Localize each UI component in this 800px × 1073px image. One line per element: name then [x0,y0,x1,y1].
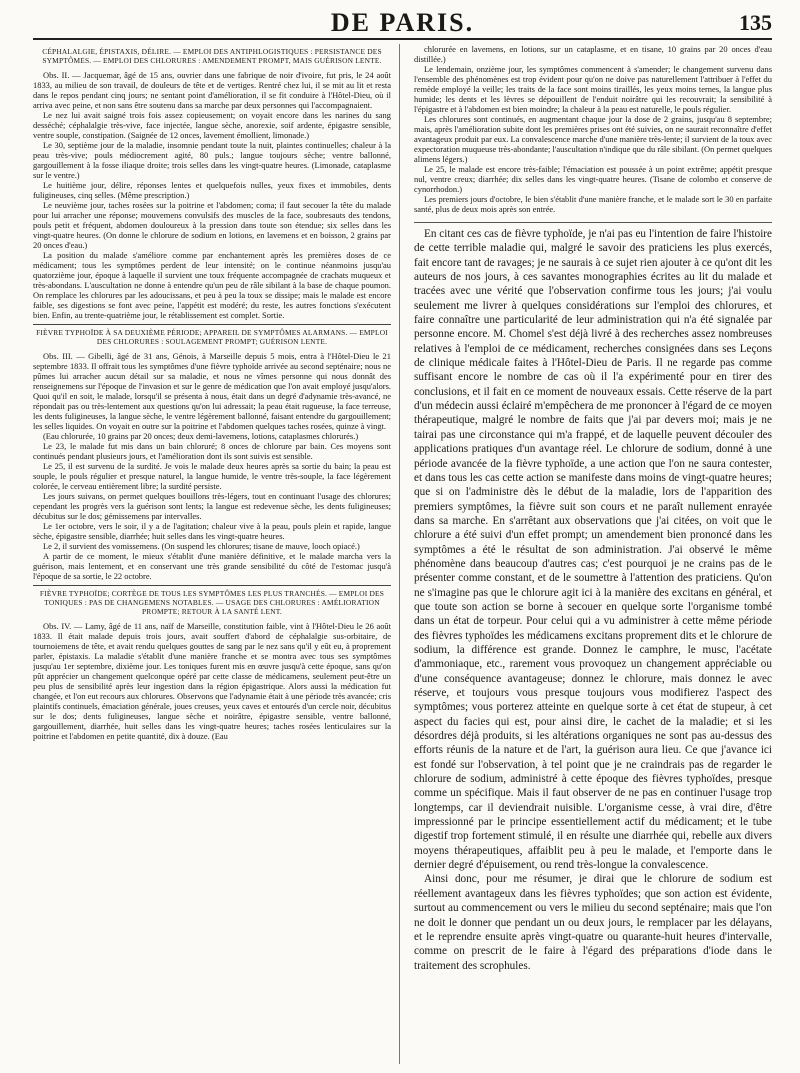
discussion-paragraph: En citant ces cas de fièvre typhoïde, je n'ai pas eu l'intention de faire l'histoire de cette terrible maladie qui, malgré le savoir des praticiens les plus exercés, fait encore tant de ravages; je ne saurais à ce sujet rien ajouter à ce qu'ont dit les auteurs de nos jours, à ces savantes monographies écrites au lit du malade et tracées avec une vérité que l'observation confirme tous les jours; j'ai voulu seulement me livrer à quelques considérations sur l'emploi des chlorures, et faire connaître une particularité de leur administration qui n'a été signalée par personne encore. M. Chomel s'est déjà livré à des recherches assez nombreuses relatives à l'emploi de ce médicament, recherches consignées dans ses Leçons de clinique médicale faites à l'Hôtel-Dieu de Paris. Il ne regarde pas comme suffisant encore le nombre de cas où il l'a expérimenté pour en tirer des conclusions, et il fait en ce moment de nouveaux essais. Cette réserve de la part d'un médecin aussi éclairé m'empêchera de me prononcer à l'égard de ce moyen thérapeutique, malgré le nombre de faits que j'ai par devers moi; mais je ne tairai pas une circonstance qui m'a frappé, et de laquelle peuvent découler des applications pratiques d'un avantage réel. Le chlorure de sodium, donné à une période avancée de la fièvre typhoïde, a une action que l'on ne saura contester, et dans tous les cas cette action se manifeste dans moins de vingt-quatre heures; que si on l'administre dès le début de la maladie, lors de l'apparition des premiers symptômes, la fièvre suit son cours et ne paraît nullement enrayée dans sa marche. En s'arrêtant aux observations que j'ai citées, on voit que le chlorure a été suivi d'un effet prompt; un amendement bien prononcé dans les symptômes a été le résultat de son administration. J'ai observé le même phénomène dans beaucoup d'autres cas; c'est pourquoi je ne crains pas de le présenter comme constant, et de le soumettre à l'attention des praticiens. Qu'on ne s'imagine pas que le chlorure agit ici à la manière des excitans en général, et que toute son action se borne à secouer en quelque sorte l'organisme tombé dans un état de torpeur. Pour celui qui a vu administrer à cette même période des fièvres typhoïdes les médicamens excitans proprement dits et le chlorure de sodium, la différence est grande. Donnez le camphre, le musc, l'acétate d'ammoniaque, etc., rarement vous provoquez un changement appréciable ou d'une conséquence avantageuse; donnez le chlorure, mais donnez le avec réserve, et toujours vous presque toujours vous modifierez l'aspect des symptômes; vous porterez atteinte en quelque sorte à cet état de stupeur, à cet aspect du facies qui est, pour ainsi dire, le cachet de la maladie; et si les désordres déjà produits, si les altérations organiques ne sont pas au-dessus des efforts réunis de la nature et de l'art, la guérison aura lieu. Ce que j'avance ici est fondé sur l'observation, à tel point que je ne craindrais pas de regarder le chlorure de sodium, administré à cette époque des fièvres typhoïdes, presque comme un spécifique. Mais il faut observer de ne pas en continuer l'usage trop longtemps, car il deviendrait nuisible. L'organisme cesse, à vrai dire, d'être impressionné par le principe essentiellement actif du médicament; et le tube digestif trop fortement stimulé, il en résulte une diarrhée qui, rebelle aux divers moyens thérapeutiques, affaiblit peu à peu le malade, et l'emporte dans le dernier degré d'épuisement, ou rend très-longue la convalescence. [414,228,772,872]
running-title: DE PARIS. [330,8,475,37]
page-number: 135 [739,10,772,35]
observation-paragraph: Le 2, il survient des vomissemens. (On suspend les chlorures; tisane de mauve, looch opiacé.) [43,541,360,551]
observation-paragraph: La position du malade s'améliore comme par enchantement après les premières doses de ce médicament; tous les symptômes perdent de leur intensité; on le continue néanmoins jusqu'au quatorzième jour, époque à laquelle il survient une toux fréquente accompagnée de crachats muqueux et très-abondans. L'auscultation ne donne à entendre qu'un peu de râle sibilant à la base de chaque poumon. On remplace les chlorures par les adoucissans, et peu à peu la toux se dissipe; mais le malade est encore faible, ses digestions se font avec peine, l'appétit est modéré; du reste, les autres fonctions s'exécutent bien. Enfin, au trente-quatrième jour, le rétablissement est complet. Sortie. [33,250,391,320]
observation-paragraph: Le lendemain, onzième jour, les symptômes commencent à s'amender; le changement survenu dans l'ensemble des phénomènes est trop évident pour qu'on ne doive pas naturellement l'attribuer à l'effet du remède employé la veille; les traits de la face sont moins tiraillés, les yeux moins ternes, la langue plus humide; les dents et les lèvres se dépouillent de l'enduit noirâtre qui les recouvrait; la sensibilité à l'épigastre et à l'abdomen est bien moindre; la chaleur à la peau est naturelle, le pouls régulier. [414,64,772,114]
observation-paragraph: A partir de ce moment, le mieux s'établit d'une manière définitive, et le malade marcha vers la guérison, mais lentement, et en conservant une très grande sensibilité du côté de l'estomac jusqu'à l'époque de sa sortie, le 22 octobre. [33,551,391,581]
right-column [414,44,772,1064]
discussion-paragraph: Ainsi donc, pour me résumer, je dirai que le chlorure de sodium est réellement avantageux dans les fièvres typhoïdes; que son action est évidente, surtout au commencement ou vers le milieu du second septénaire; mais que l'on ne doit le donner que pendant un ou deux jours, le remplacer par les délayans, et le reprendre ensuite après vingt-quatre ou quarante-huit heures d'intervalle, comme on prescrit de le faire à l'égard des préparations d'iode dans le traitement des scrophules. [414,873,772,972]
observation-paragraph: Obs. IV. — Lamy, âgé de 11 ans, naïf de Marseille, constitution faible, vint à l'Hôtel-Dieu le 26 août 1833. Il était malade depuis trois jours, avait souffert d'abord de céphalalgie sus-orbitaire, de tournoiemens de tête, et avait rendu quelques gouttes de sang par le nez sans qu'il y eût eu, à proprement parler, épistaxis. La maladie s'établit d'une manière franche et se montra avec tous ses symptômes jusqu'au 1er septembre, dixième jour. Les toniques furent mis en œuvre jusqu'à cette époque, sans qu'on pût apprécier un changement quelconque opéré par cette classe de médicamens, seulement peut-être un peu plus de sensibilité après leur ingestion dans la région épigastrique. Alors aussi la médication fut changée, et l'on eut recours aux chlorures. Observons que l'adynamie était à une période très avancée; cris plaintifs continuels, émaciation générale, joues creuses, yeux caves et entourés d'un cercle noir, décubitus sur le dos; dents fuligineuses, langue sèche et noirâtre, épigastre sensible, ventre ballonné, gargouillement, diarrhée, huit selles dans les vingt-quatre heures; taches rosées lenticulaires sur la poitrine et l'abdomen en petite quantité, dix à douze. (Eau [33,621,391,741]
text-columns [33,44,772,1064]
observation-paragraph: Le neuvième jour, taches rosées sur la poitrine et l'abdomen; coma; il faut secouer la tête du malade pour lui arracher une réponse; mouvemens convulsifs des muscles de la face, soubresauts des tendons, pouls petit et fréquent, abdomen douloureux à la pression dans toute son étendue; six selles dans les vingt-quatre heures. (On donne le chlorure de sodium en lotions, en lavemens et en boisson, 2 grains par 20 onces d'eau.) [33,200,391,250]
section-heading: FIÈVRE TYPHOÏDE; CORTÈGE DE TOUS LES SYMPTÔMES LES PLUS TRANCHÉS. — EMPLOI DES TONIQUES : PAS DE CHANGEMENS NOTABLES. — USAGE DES CHLORURES : AMÉLIORATION PROMPTE; RETOUR À LA SANTÉ LENT. [33,585,391,616]
observation-paragraph: Les chlorures sont continués, en augmentant chaque jour la dose de 2 grains, jusqu'au 8 septembre; mais, après l'amélioration subite dont les premières prises ont été suivies, on ne saurait reconnaître d'effet avantageux produit par eux. La convalescence marche d'une manière très-lente; il survient de la toux avec expectoration muqueuse très-abondante; l'auscultation n'indique que du râle sibilant. (On permet quelques alimens légers.) [414,114,772,164]
observation-paragraph: Obs. III. — Gibelli, âgé de 31 ans, Génois, à Marseille depuis 5 mois, entra à l'Hôtel-Dieu le 21 septembre 1833. Il offrait tous les symptômes d'une fièvre typhoïde arrivée au second septénaire; nous ne pûmes lui arracher aucun détail sur sa maladie, et nous ne vîmes personne qui nous donnât des renseignemens sur l'époque de l'invasion et sur le genre de médication que l'on avait employé jusqu'alors. Quoi qu'il en soit, le malade, lorsqu'il se présenta à nous, était dans un degré d'adynamie très-avancé, ne répondait pas ou très-lentement aux questions qu'on lui adressait; la peau était rugueuse, la face terreuse, les dents fuligineuses, la langue sèche, le ventre légèrement ballonné, faisant entendre du gargouillement; les selles liquides. On voyait en outre sur la poitrine et l'abdomen quelques taches rosées, quinze à vingt. [33,351,391,431]
running-header [33,10,772,40]
discussion [414,222,772,973]
observation-paragraph: Le huitième jour, délire, réponses lentes et quelquefois nulles, yeux fixes et immobiles, dents fuligineuses, cinq selles. (Même prescription.) [33,180,391,200]
observation-paragraph: Le 25, le malade est encore très-faible; l'émaciation est poussée à un point extrême; appétit presque nul, ventre creux; diarrhée; dix selles dans les vingt-quatre heures. (Tisane de colombo et conserve de cynorrhodon.) [414,164,772,194]
observation-paragraph: Le 25, il est survenu de la surdité. Je vois le malade deux heures après sa sortie du bain; la peau est souple, le pouls régulier et presque naturel, la langue humide, le ventre très-souple, la face légèrement colorée, le cerveau entièrement libre; la surdité persiste. [33,461,391,491]
observation-paragraph: Les jours suivans, on permet quelques bouillons très-légers, tout en continuant l'usage des chlorures; cependant les progrès vers la guérison sont lents; la langue est redevenue sèche, les dents fuligineuses; décubitus sur le dos; gémissemens par intervalles. [33,491,391,521]
section-heading: CÉPHALALGIE, ÉPISTAXIS, DÉLIRE. — EMPLOI DES ANTIPHLOGISTIQUES : PERSISTANCE DES SYMPTÔMES. — EMPLOI DES CHLORURES : AMENDEMENT PROMPT, MAIS GUÉRISON LENTE. [42,47,382,65]
observation-paragraph: Le 23, le malade fut mis dans un bain chloruré; 8 onces de chlorure par bain. Ces moyens sont continués pendant plusieurs jours, et l'amélioration dont ils sont suivis est sensible. [33,441,391,461]
left-column [33,44,400,1064]
observation-paragraph: Le nez lui avait saigné trois fois assez copieusement; on voyait encore dans les narines du sang desséché; céphalalgie très-vive, face injectée, langue sèche, anorexie, soif ardente, épigastre sensible, ventre souple, constipation. (Saignée de 12 onces, lavement émollient, limonade.) [33,110,391,140]
observation-paragraph: Le 30, septième jour de la maladie, insomnie pendant toute la nuit, plaintes continuelles; chaleur à la peau très-vive; pouls médiocrement agité, 80 puls.; langue toujours sèche; ventre ballonné, gargouillement à la fosse iliaque droite; trois selles dans les vingt-quatre heures. (Limonade, cataplasme sur le ventre.) [33,140,391,180]
section-heading: FIÈVRE TYPHOÏDE À SA DEUXIÈME PÉRIODE; APPAREIL DE SYMPTÔMES ALARMANS. — EMPLOI DES CHLORURES : SOULAGEMENT PROMPT; GUÉRISON LENTE. [33,324,391,346]
observation-paragraph: Le 1er octobre, vers le soir, il y a de l'agitation; chaleur vive à la peau, pouls plein et rapide, langue sèche, épigastre sensible, diarrhée; huit selles dans les vingt-quatre heures. [33,521,391,541]
observation-paragraph: (Eau chlorurée, 10 grains par 20 onces; deux demi-lavemens, lotions, cataplasmes chlorurés.) [43,431,359,441]
observation-paragraph: Obs. II. — Jacquemar, âgé de 15 ans, ouvrier dans une fabrique de noir d'ivoire, fut pris, le 24 août 1833, au milieu de son travail, de douleurs de tête et de vertiges. Rentré chez lui, il se mit au lit et resta dans le repos pendant cinq jours; ne sentant point d'amélioration, il se fit conduire à l'Hôtel-Dieu, où il arriva avec peine, et non sans être soutenu dans sa marche par deux personnes qui l'accompagnaient. [33,70,391,110]
observation-paragraph: chlorurée en lavemens, en lotions, sur un cataplasme, et en tisane, 10 grains par 20 onces d'eau distillée.) [414,44,772,64]
case-continuation [414,44,772,214]
observation-paragraph: Les premiers jours d'octobre, le bien s'établit d'une manière franche, et le malade sort le 30 en parfaite santé, plus de deux mois après son entrée. [414,194,772,214]
